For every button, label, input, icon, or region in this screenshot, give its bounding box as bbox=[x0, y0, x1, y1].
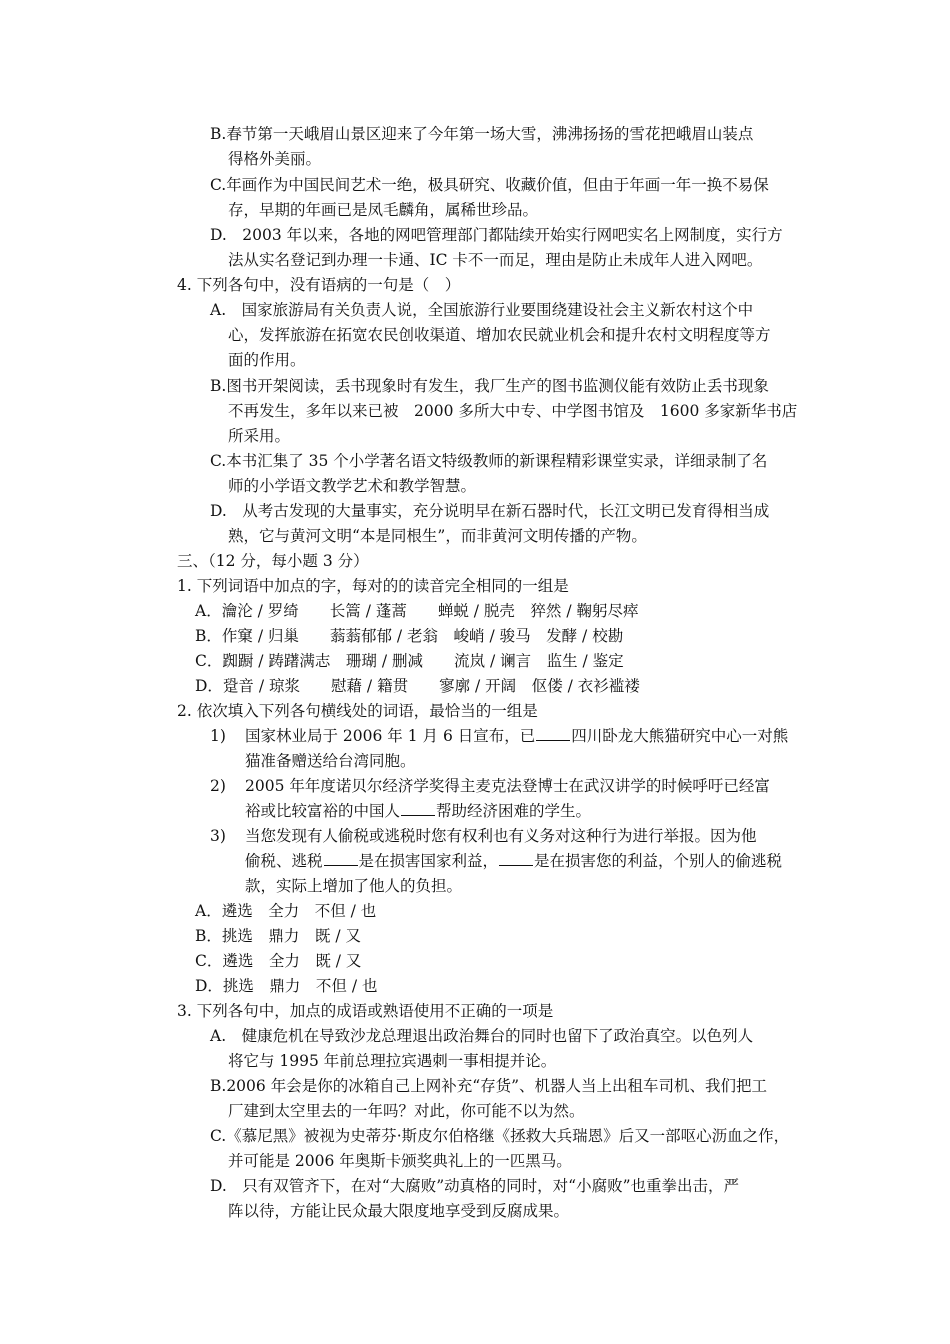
q3-option-c-line-2: 存，早期的年画已是凤毛麟角，属稀世珍品。 bbox=[228, 201, 539, 219]
fill-blank bbox=[401, 801, 435, 816]
q3-option-d-line-1: D. 2003 年以来，各地的网吧管理部门都陆续开始实行网吧实名上网制度，实行方 bbox=[210, 226, 783, 244]
s3q1-option-d: D．跫音 / 琼浆 慰藉 / 籍贯 寥廓 / 开阔 伛偻 / 衣衫褴褛 bbox=[195, 677, 640, 695]
section3-q3-stem: 3. 下列各句中，加点的成语或熟语使用不正确的一项是 bbox=[177, 1002, 554, 1020]
s3q2-sentence-2-number: 2) bbox=[210, 777, 226, 795]
s3q3-option-d-line-1: D. 只有双管齐下，在对“大腐败”动真格的同时，对“小腐败”也重拳出击，严 bbox=[210, 1177, 740, 1195]
s3q2-option-d: D．挑选 鼎力 不但 / 也 bbox=[195, 977, 378, 995]
s3q2-option-a: A．遴选 全力 不但 / 也 bbox=[195, 902, 377, 920]
q4-option-d-line-1: D. 从考古发现的大量事实，充分说明早在新石器时代，长江文明已发育得相当成 bbox=[210, 502, 770, 520]
question-4-stem: 4. 下列各句中，没有语病的一句是（ ） bbox=[177, 276, 461, 294]
q4-option-b-line-1: B.图书开架阅读，丢书现象时有发生，我厂生产的图书监测仪能有效防止丢书现象 bbox=[210, 377, 769, 395]
q3-option-d-line-2: 法从实名登记到办理一卡通、IC 卡不一而足，理由是防止未成年人进入网吧。 bbox=[228, 251, 763, 269]
s3q2-option-b: B．挑选 鼎力 既 / 又 bbox=[195, 927, 361, 945]
s3q2-sentence-3-line-3: 款，实际上增加了他人的负担。 bbox=[245, 877, 463, 895]
s3q3-option-b-line-1: B.2006 年会是你的冰箱自己上网补充“存货”、机器人当上出租车司机、我们把工 bbox=[210, 1077, 768, 1095]
fill-blank bbox=[536, 726, 570, 741]
q4-option-d-line-2: 熟，它与黄河文明“本是同根生”，而非黄河文明传播的产物。 bbox=[228, 527, 647, 545]
q4-option-a-line-2: 心，发挥旅游在拓宽农民创收渠道、增加农民就业机会和提升农村文明程度等方 bbox=[228, 326, 771, 344]
s3q3-option-b-line-2: 厂建到太空里去的一年吗？对此，你可能不以为然。 bbox=[228, 1102, 585, 1120]
s3q2-sentence-1-line-2: 猫准备赠送给台湾同胞。 bbox=[245, 752, 416, 770]
s3q3-option-a-line-2: 将它与 1995 年前总理拉宾遇刺一事相提并论。 bbox=[228, 1052, 557, 1070]
q4-option-a-line-3: 面的作用。 bbox=[228, 351, 306, 369]
s3q2-sentence-1-line-1: 国家林业局于 2006 年 1 月 6 日宣布，已 四川卧龙大熊猫研究中心一对熊 bbox=[245, 727, 789, 745]
s3q2-sentence-2-line-1: 2005 年年度诺贝尔经济学奖得主麦克法登博士在武汉讲学的时候呼吁已经富 bbox=[245, 777, 770, 795]
s3q3-option-c-line-2: 并可能是 2006 年奥斯卡颁奖典礼上的一匹黑马。 bbox=[228, 1152, 572, 1170]
q4-option-a-line-1: A. 国家旅游局有关负责人说，全国旅游行业要围绕建设社会主义新农村这个中 bbox=[210, 301, 754, 319]
s3q2-option-c: C．遴选 全力 既 / 又 bbox=[195, 952, 362, 970]
s3q2-sentence-3-line-2: 偷税、逃税 是在损害国家利益， 是在损害您的利益，个别人的偷逃税 bbox=[245, 852, 783, 870]
s3q1-option-b: B．作窠 / 归巢 蓊蓊郁郁 / 老翁 峻峭 / 骏马 发酵 / 校勘 bbox=[195, 627, 624, 645]
s3q2-sentence-3-line-1: 当您发现有人偷税或逃税时您有权利也有义务对这种行为进行举报。因为他 bbox=[245, 827, 757, 845]
s3q3-option-c-line-1: C.《慕尼黑》被视为史蒂芬·斯皮尔伯格继《拯救大兵瑞恩》后又一部呕心沥血之作， bbox=[210, 1127, 790, 1145]
q4-option-b-line-2: 不再发生，多年以来已被 2000 多所大中专、中学图书馆及 1600 多家新华书店 bbox=[228, 402, 798, 420]
s3q1-option-c: C．踟蹰 / 踌躇满志 珊瑚 / 删减 流岚 / 谰言 监生 / 鉴定 bbox=[195, 652, 624, 670]
q3-option-b-line-1: B.春节第一天峨眉山景区迎来了今年第一场大雪，沸沸扬扬的雪花把峨眉山装点 bbox=[210, 125, 754, 143]
s3q2-sentence-1-number: 1) bbox=[210, 727, 226, 745]
s3q3-option-d-line-2: 阵以待，方能让民众最大限度地享受到反腐成果。 bbox=[228, 1202, 570, 1220]
q4-option-b-line-3: 所采用。 bbox=[228, 427, 291, 445]
s3q3-option-a-line-1: A. 健康危机在导致沙龙总理退出政治舞台的同时也留下了政治真空。以色列人 bbox=[210, 1027, 754, 1045]
section3-q2-stem: 2. 依次填入下列各句横线处的词语，最恰当的一组是 bbox=[177, 702, 538, 720]
q3-option-c-line-1: C.年画作为中国民间艺术一绝，极具研究、收藏价值，但由于年画一年一换不易保 bbox=[210, 176, 769, 194]
q3-option-b-line-2: 得格外美丽。 bbox=[228, 150, 322, 168]
fill-blank bbox=[499, 851, 533, 866]
q4-option-c-line-2: 师的小学语文教学艺术和教学智慧。 bbox=[228, 477, 477, 495]
fill-blank bbox=[324, 851, 358, 866]
q4-option-c-line-1: C.本书汇集了 35 个小学著名语文特级教师的新课程精彩课堂实录，详细录制了名 bbox=[210, 452, 768, 470]
section-3-heading: 三、（12 分，每小题 3 分） bbox=[177, 552, 369, 570]
s3q2-sentence-3-number: 3) bbox=[210, 827, 226, 845]
s3q2-sentence-2-line-2: 裕或比较富裕的中国人 帮助经济困难的学生。 bbox=[245, 802, 592, 820]
section3-q1-stem: 1. 下列词语中加点的字，每对的的读音完全相同的一组是 bbox=[177, 577, 569, 595]
s3q1-option-a: A．瀹沦 / 罗绮 长篙 / 蓬蒿 蝉蜕 / 脱壳 猝然 / 鞠躬尽瘁 bbox=[195, 602, 639, 620]
